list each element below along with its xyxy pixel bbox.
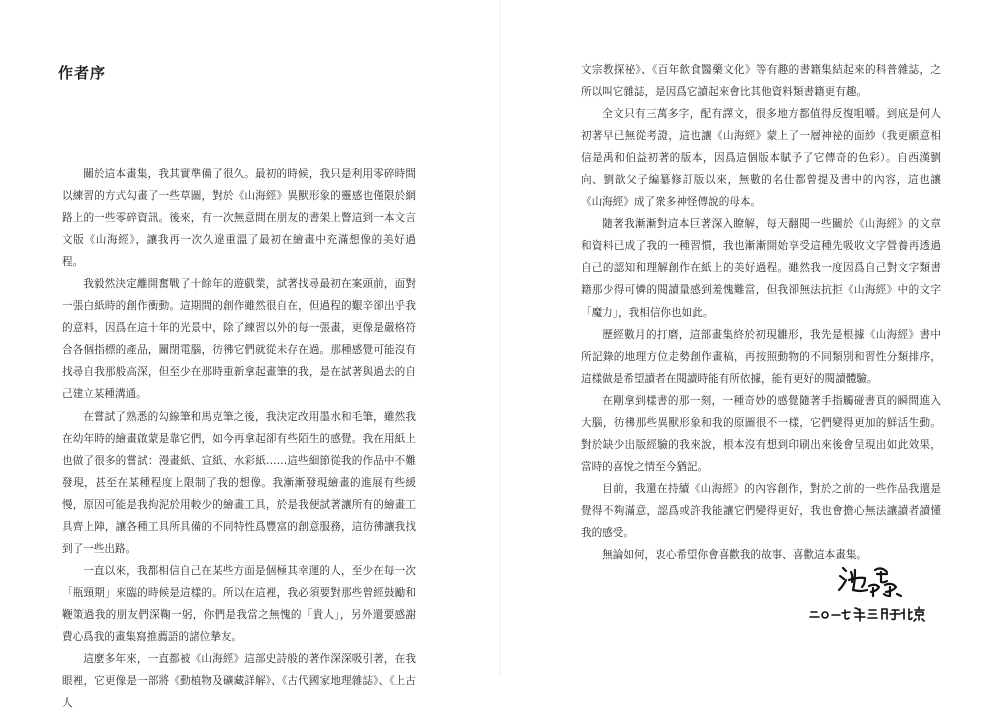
right-page-body [581, 59, 941, 566]
signature-name-strokes [839, 568, 901, 596]
left-page-body [62, 163, 416, 714]
paragraph: 目前，我還在持續《山海經》的內容創作，對於之前的一些作品我還是覺得不夠滿意，認爲或許我能讓它們變得更好，我也會擔心無法讓讀者讀懂我的感受。 [581, 482, 941, 539]
paragraph: 這麼多年來，一直都被《山海經》這部史詩般的著作深深吸引著，在我眼裡，它更像是一部將《動植物及礦藏詳解》、《古代國家地理雜誌》、《上古人 [62, 653, 416, 710]
handwritten-signature [805, 560, 945, 640]
paragraph: 歷經數月的打磨，這部畫集終於初現雛形，我先是根據《山海經》書中所記錄的地理方位走勢創作畫稿，再按照動物的不同類別和習性分類排序，這樣做是希望讀者在閱讀時能有所依據，能有更好的閱讀體驗。 [581, 328, 941, 385]
paragraph: 在剛拿到樣書的那一刻，一種奇妙的感覺隨著手指觸碰書頁的瞬間進入大腦，彷彿那些異獸形象和我的原圖很不一樣，它們變得更加的鮮活生動。對於缺少出版經驗的我來說，根本沒有想到印刷出來後會呈現出如此效果，當時的喜悅之情至今猶記。 [581, 394, 941, 473]
left-page [0, 0, 500, 710]
paragraph: 無論如何，衷心希望你會喜歡我的故事、喜歡這本畫集。 [602, 549, 868, 562]
page-title: 作者序 [58, 64, 107, 82]
paragraph: 全文只有三萬多字，配有譯文，很多地方都值得反復咀嚼。到底是何人初著早已無從考證，這也讓《山海經》蒙上了一層神祕的面紗（我更願意相信是禹和伯益初著的版本，因爲這個版本賦予了它傳奇的色彩）。自西漢劉向、劉歆父子編纂修訂版以來，無數的名仕都曾提及書中的內容，這也讓《山海經》成了衆多神怪傳說的母本。 [581, 108, 941, 209]
paragraph: 我毅然決定離開奮戰了十餘年的遊戲業，試著找尋最初在案頭前，面對一張白紙時的創作衝動。這期間的創作雖然很自在，但過程的艱辛卻出乎我的意料，因爲在這十年的光景中，除了練習以外的每一張畫，更像是嚴格符合各個指標的產品，關閉電腦，彷彿它們就從未存在過。那種感覺可能沒有找尋自我那般高深，但至少在那時重新拿起畫筆的我，是在試著與過去的自己建立某種溝通。 [62, 278, 416, 401]
paragraph: 隨著我漸漸對這本巨著深入瞭解，每天翻閱一些關於《山海經》的文章和資料已成了我的一種習慣，我也漸漸開始享受這種先吸收文字營養再透過自己的認知和理解創作在紙上的美好過程。雖然我一度因爲自己對文字類書籍那少得可憐的閱讀量感到羞愧難當，但我卻無法抗拒《山海經》中的文字「魔力」，我相信你也如此。 [581, 218, 941, 319]
continued-paragraph: 文宗教探祕》、《百年飲食醫藥文化》等有趣的書籍集結起來的科普雜誌，之所以叫它雜誌，是因爲它讀起來會比其他資料類書籍更有趣。 [581, 64, 941, 99]
paragraph: 關於這本畫集，我其實準備了很久。最初的時候，我只是利用零碎時間以練習的方式勾畫了一些草圖，對於《山海經》異獸形象的靈感也僅限於網路上的一些零碎資訊。後來，有一次無意間在朋友的書架上瞥這到一本文言文版《山海經》，讓我再一次久違重溫了最初在繪畫中充滿想像的美好過程。 [62, 168, 416, 269]
right-page [500, 0, 1000, 677]
paragraph: 一直以來，我都相信自己在某些方面是個極其幸運的人，至少在每一次「瓶頸期」來臨的時候是這樣的。所以在這裡，我必須要對那些曾經鼓勵和鞭策過我的朋友們深鞠一躬，你們是我當之無愧的「貴人」，另外還要感謝費心爲我的畫集寫推薦語的諸位摯友。 [62, 564, 416, 643]
signature-date-strokes [810, 607, 924, 621]
paragraph: 在嘗試了熟悉的勾線筆和馬克筆之後，我決定改用墨水和毛筆，雖然我在幼年時的繪畫啟蒙是靠它們，如今再拿起卻有些陌生的感覺。我在用紙上也做了很多的嘗試：漫畫紙、宣紙、水彩紙……這些細節從我的作品中不難發現，甚至在某種程度上限制了我的想像。我漸漸發現繪畫的進展有些緩慢，原因可能是我拘泥於用較少的繪畫工具，於是我便試著讓所有的繪畫工具齊上陣，讓各種工具所具備的不同特性爲豐富的創意服務，這彷彿讓我找到了一些出路。 [62, 410, 416, 555]
